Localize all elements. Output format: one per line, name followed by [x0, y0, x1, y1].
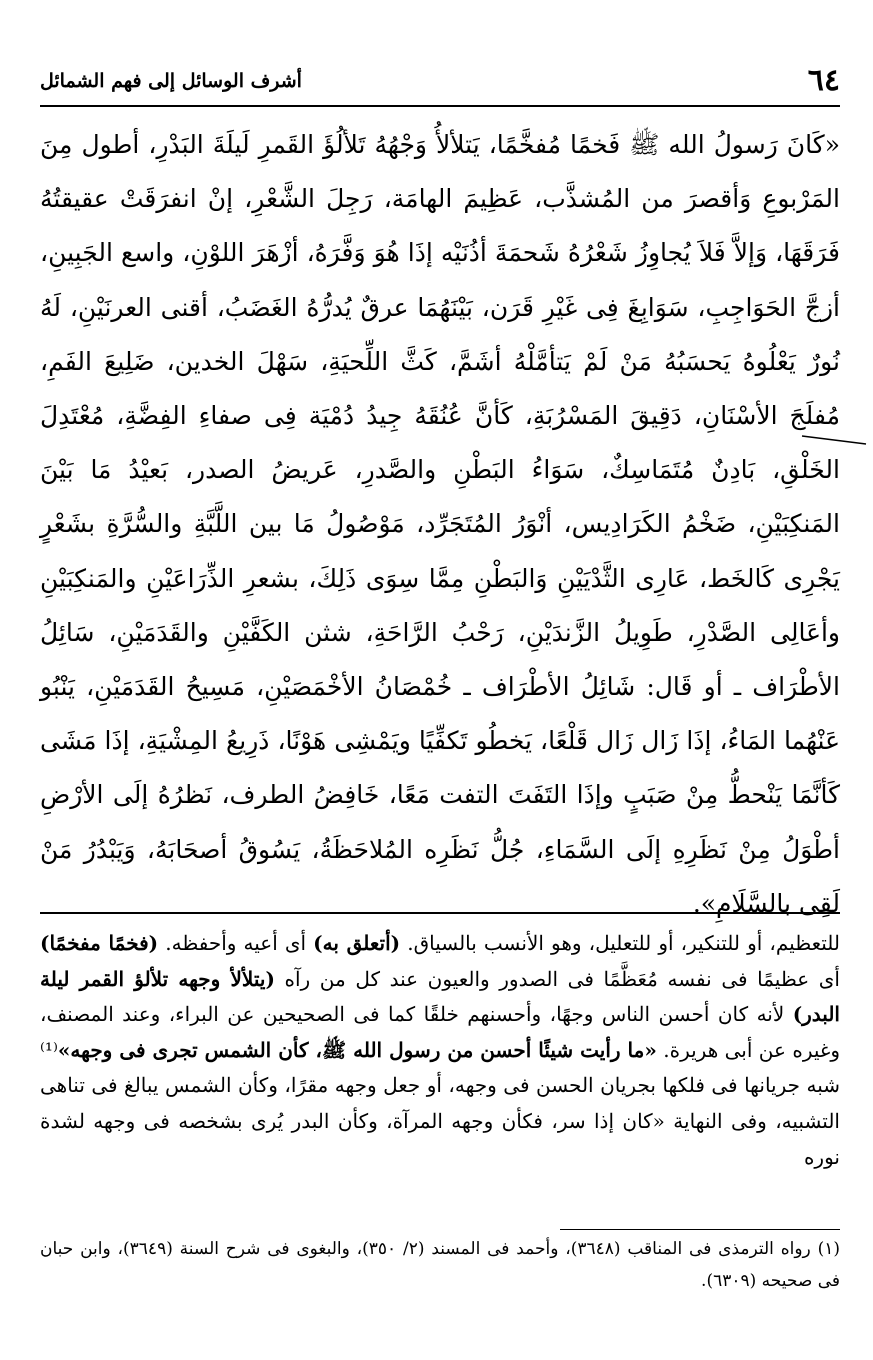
- commentary-term: (أتعلق به): [313, 931, 401, 955]
- commentary-segment: لأنه كان أحسن الناس وجهًا، وأحسنهم خلقًا كما فى الصحيحين عن البراء، وعند المصنف، وغيره عن أبى هريرة.: [40, 1002, 841, 1062]
- header-rule: [40, 105, 840, 107]
- commentary-segment: شبه جريانها فى فلكها بجريان الحسن فى وجهه، أو جعل وجهه مقرًا، وكأن الشمس يبالغ فى تناهى التشبيه، وفى النهاية «كان إذا سر، فكأن وجهه المرآة، وكأن البدر يُرى بشخصه فى وجهه لشدة نوره: [40, 1073, 840, 1169]
- commentary-term: (فخمًا مفخمًا): [40, 931, 159, 955]
- footnote-rule: [560, 1229, 840, 1230]
- hadith-paragraph: «كَانَ رَسولُ الله ﷺ فَخمًا مُفخَّمًا، يَتلألأُ وَجْهُهُ تَلألُؤَ القَمرِ لَيلَةَ البَدْرِ، أطول مِنَ المَرْبوعِ وَأقصرَ من المُشذَّب، عَظِيمَ الهامَة، رَجِلَ الشَّعْرِ، إنْ انفرَقَتْ عقيقتُهُ فَرَقَهَا، وَإلاَّ فَلاَ يُجاوِزُ شَعْرُهُ شَحمَةَ أذُنَيْه إذَا هُوَ وَفَّرَهُ، أزْهَرَ اللوْنِ، واسع الجَبِينِ، أزجَّ الحَوَاجِبِ، سَوَابِغَ فِى غَيْرِ قَرَن، بَيْنَهُمَا عرقٌ يُدرُّهُ الغَضَبُ، أقنى العرنَيْنِ، لَهُ نُورٌ يَعْلُوهُ يَحسَبُهُ مَنْ لَمْ يَتأمَّلْهُ أشَمَّ، كَثَّ اللِّحيَةِ، سَهْلَ الخدين، ضَلِيعَ الفَمِ، مُفلَجَ الأسْنَانِ، دَقِيقَ المَسْرُبَةِ، كَأنَّ عُنُقَهُ جِيدُ دُمْيَة فِى صفاءِ الفِضَّةِ، مُعْتَدِلَ الخَلْقِ، بَادِنٌ مُتَمَاسِكٌ، سَوَاءُ البَطْنِ والصَّدرِ، عَريضُ الصدر، بَعيْدُ مَا بَيْنَ المَنكِبَيْنِ، ضَخْمُ الكَرَادِيس، أنْوَرُ المُتَجَرِّد، مَوْصُولُ مَا بين اللَّبَّةِ والسُّرَّةِ بشَعْرٍ يَجْرِى كَالخَط، عَارِى الثَّدْيَيْنِ وَالبَطْنِ مِمَّا سِوَى ذَلِكَ، بشعرِ الذِّرَاعَيْنِ والمَنكِبَيْنِ وأعَالِى الصَّدْرِ، طَوِيلُ الزَّندَيْنِ، رَحْبُ الرَّاحَةِ، شثن الكَفَّيْنِ والقَدَمَيْنِ، سَائِلُ الأطْرَاف ـ أو قَال: شَائِلُ الأطْرَاف ـ خُمْصَانُ الأخْمَصَيْنِ، مَسِيحُ القَدَمَيْنِ، يَنْبُو عَنْهُما المَاءُ، إذَا زَال زَال قَلْعًا، يَخطُو تَكفِّيًا ويَمْشِى هَوْنًا، ذَرِيعُ المِشْيَةِ، إذَا مَشَى كَأنَّمَا يَنْحطُّ مِنْ صَبَبٍ وإذَا التَفَتَ التفت مَعًا، خَافِضُ الطرف، نَظرُهُ إلَى الأرْضِ أطْوَلُ مِنْ نَظَرِهِ إلَى السَّمَاءِ، جُلُّ نَظَرِه المُلاحَظَةُ، يَسُوقُ أصحَابَهُ، وَيَبْدُرُ مَنْ لَقِى بالسَّلَامِ».: [40, 130, 840, 918]
- running-head: [40, 60, 840, 100]
- commentary-quote: «ما رأيت شيئًا أحسن من رسول الله ﷺ، كأن الشمس تجرى فى وجهه»: [57, 1037, 657, 1062]
- commentary-paragraph: [40, 926, 840, 1175]
- margin-line-mark: [800, 430, 870, 450]
- commentary-term: (يتلألأ وجهه تلألؤ القمر ليلة البدر): [40, 966, 840, 1027]
- footnote-marker: ⁽¹⁾: [40, 1037, 58, 1062]
- book-title: أشرف الوسائل إلى فهم الشمائل: [40, 70, 302, 92]
- commentary-text: [40, 926, 840, 1175]
- commentary-segment: للتعظيم، أو للتنكير، أو للتعليل، وهو الأنسب بالسياق.: [407, 931, 841, 955]
- commentary-segment: أى أعيه وأحفظه.: [165, 931, 307, 955]
- page-number: ٦٤: [807, 63, 840, 98]
- commentary-segment: أى عظيمًا فى نفسه مُعَظَّمًا فى الصدور والعيون عند كل من رآه: [284, 966, 840, 991]
- hadith-text: [40, 118, 840, 931]
- commentary-rule: [40, 912, 840, 914]
- footnote-text: (١) رواه الترمذى فى المناقب (٣٦٤٨)، وأحمد فى المسند (٢/ ٣٥٠)، والبغوى فى شرح السنة (٣٦٤٩)، وابن حبان فى صحيحه (٦٣٠٩).: [40, 1239, 840, 1291]
- footnote: [40, 1233, 840, 1297]
